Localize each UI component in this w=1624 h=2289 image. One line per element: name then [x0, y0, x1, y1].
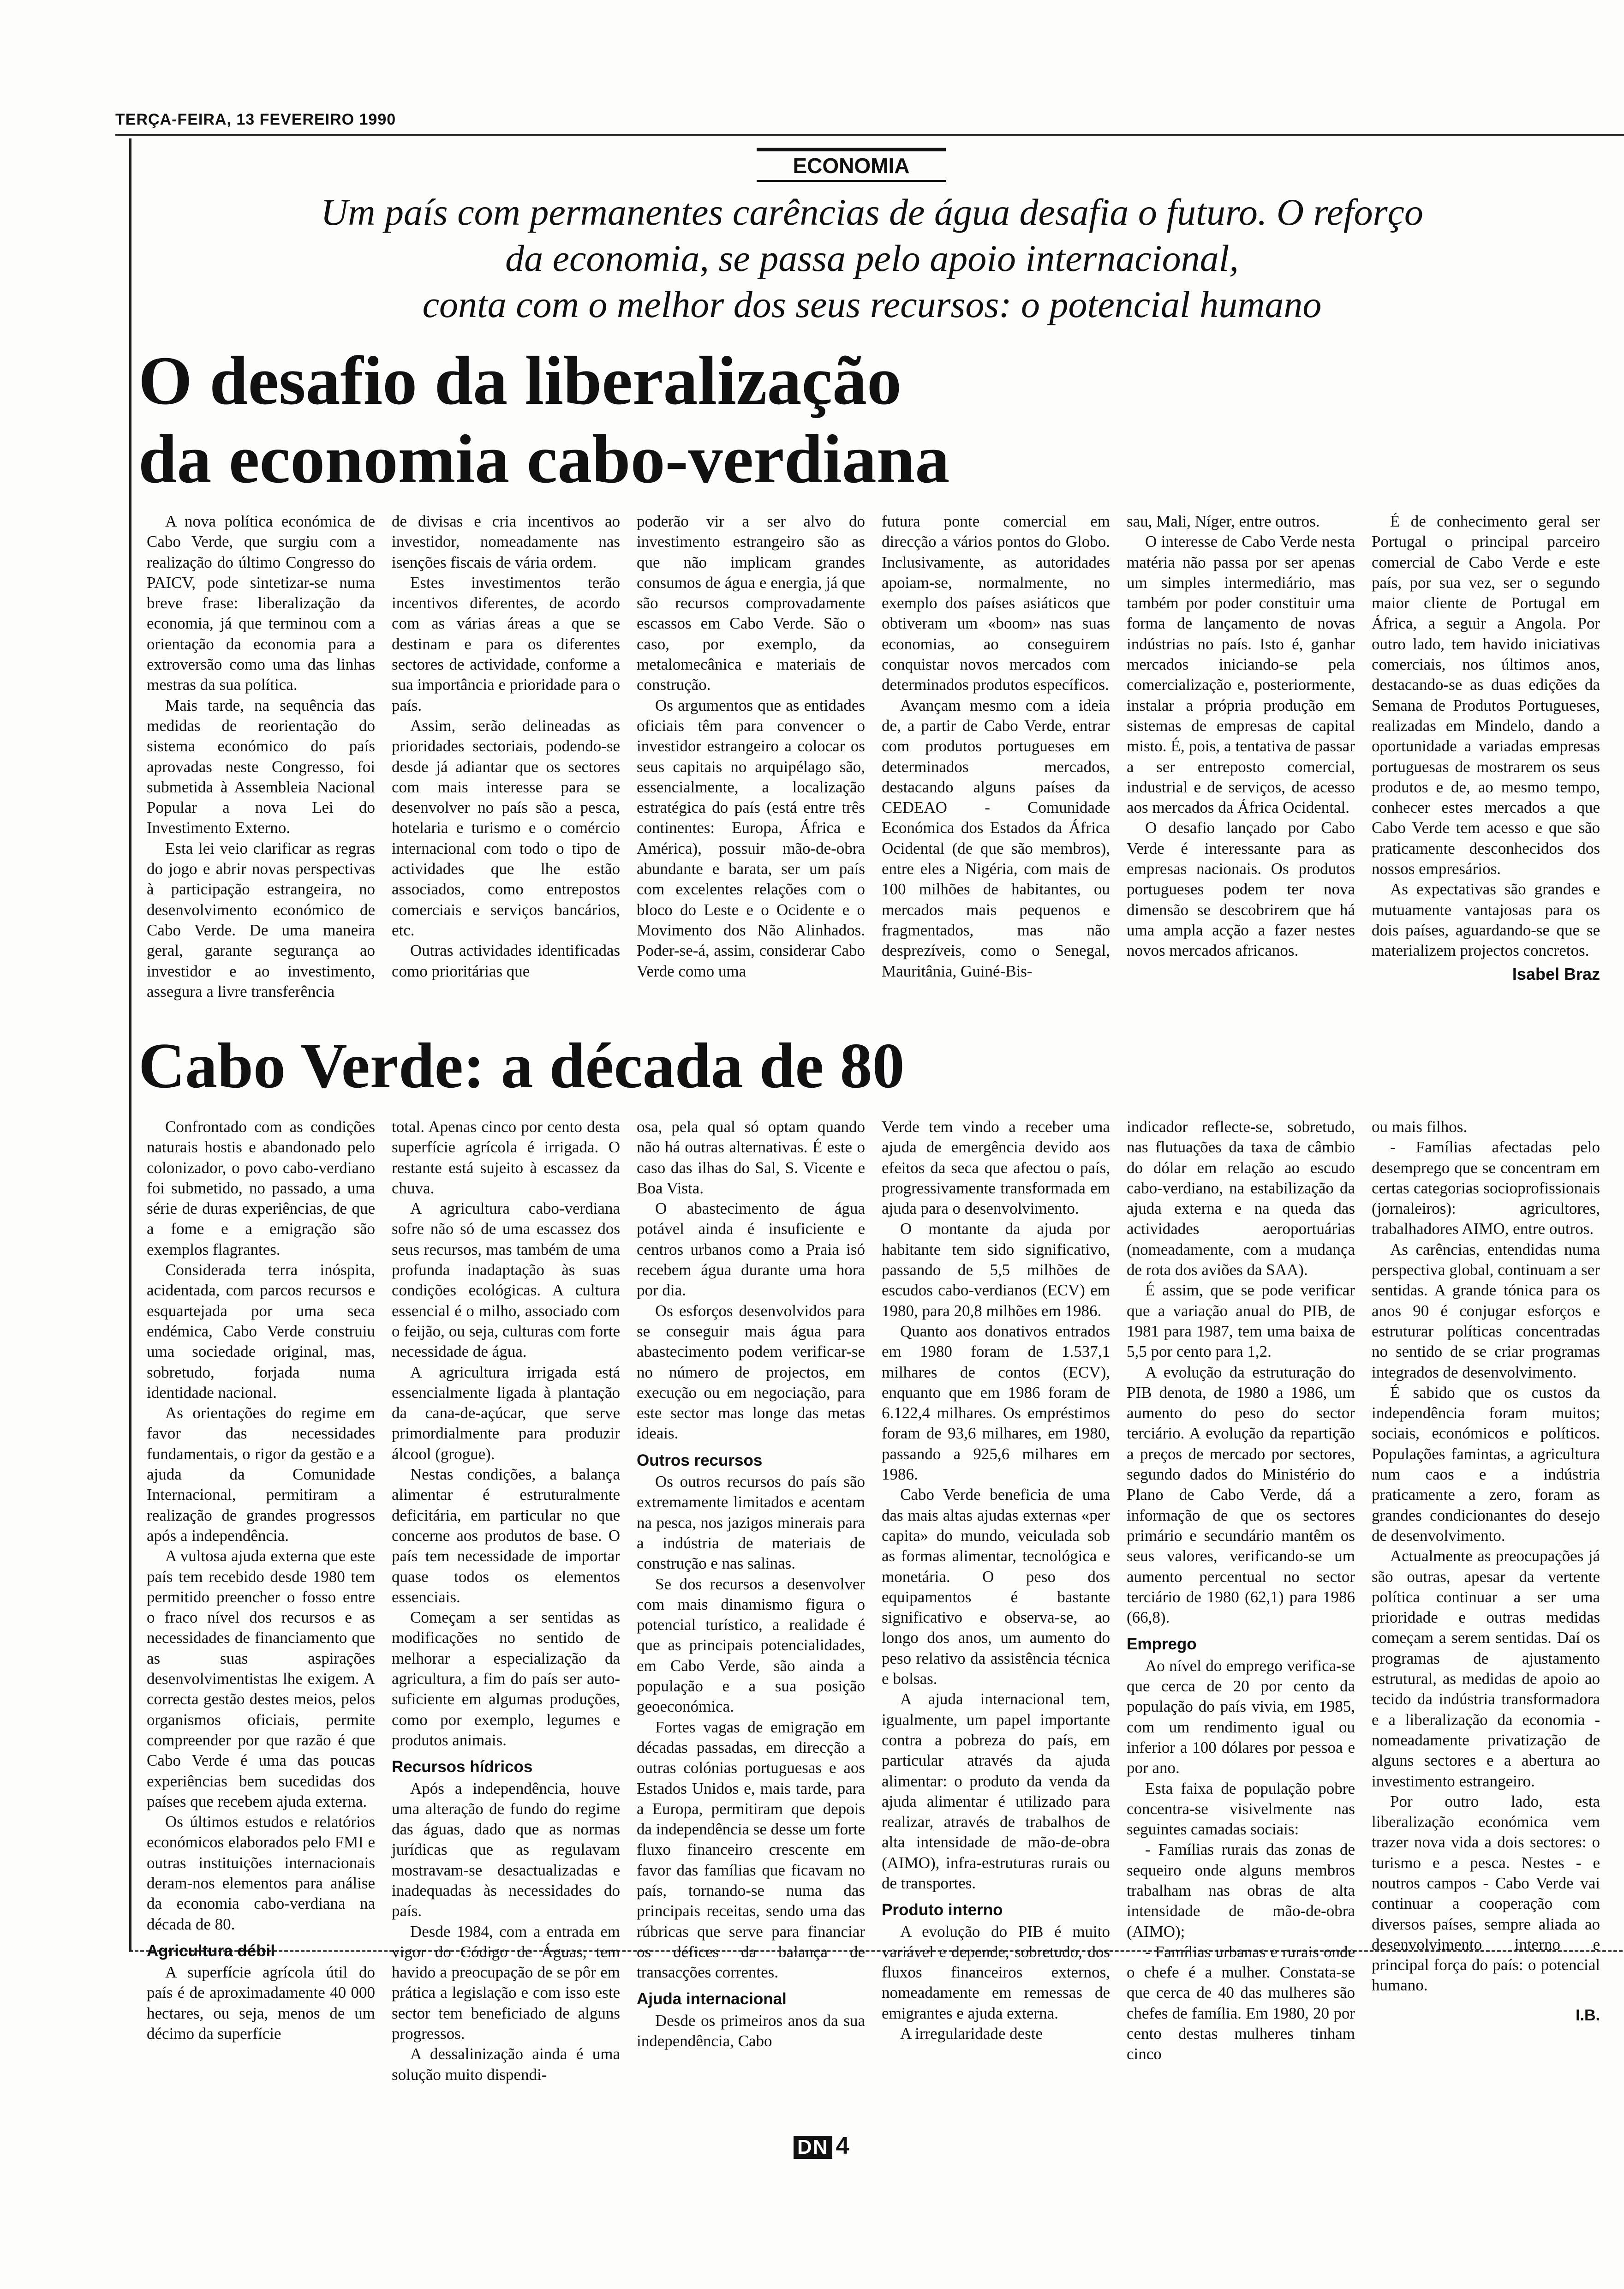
- paragraph: futura ponte comercial em direcção a vários pontos do Globo. Inclusivamente, as autoridades apoiam-se, normalmente, no exemplo dos países asiáticos que obtiveram um «boom» nas suas economias, ao conseguirem conquistar novos mercados com determinados produtos específicos.: [882, 512, 1110, 694]
- text-column: [637, 1117, 865, 2050]
- author-initials: I.B.: [1576, 2006, 1600, 2024]
- paragraph: A irregularidade deste: [900, 2025, 1043, 2043]
- paragraph: A ajuda internacional tem, igualmente, um papel importante contra a pobreza do país, em particular através da ajuda alimentar: o produto da venda da ajuda alimentar é utilizado para realizar, através de trabalhos de alta intensidade de mão-de-obra (AIMO), infra-estruturas rurais ou de transportes.: [882, 1690, 1110, 1892]
- paragraph: Fortes vagas de emigração em décadas passadas, em direcção a outras colónias portuguesas e aos Estados Unidos e, mais tarde, para a Europa, permitiram que depois da independência se desse um forte fluxo financeiro crescente em favor das famílias que ficavam no país, tornando-se numa das principais receitas, sendo uma das rúbricas que serve para financiar os défices da balança de transacções correntes.: [637, 1718, 865, 1982]
- headline-line: O desafio da liberalização: [138, 342, 902, 419]
- paragraph: Começam a ser sentidas as modificações no sentido de melhorar a especialização da agricultura, a fim do país ser auto-suficiente em algumas produções, como por exemplo, legumes e produtos animais.: [392, 1608, 620, 1749]
- text-column: [147, 1117, 375, 2043]
- paragraph: A agricultura cabo-verdiana sofre não só de uma escassez dos seus recursos, mas também de uma profunda inadaptação às suas condições ecológicas. A cultura essencial é o milho, associado com o feijão, ou seja, culturas com forte necessidade de água.: [392, 1199, 620, 1361]
- paragraph: A evolução do PIB é muito variável e depende, sobretudo, dos fluxos financeiros externos, nomeadamente em remessas de emigrantes e ajuda externa.: [882, 1922, 1110, 2022]
- paragraph: Se dos recursos a desenvolver com mais dinamismo figura o potencial turístico, a realidade é que as principais potencialidades, em Cabo Verde, são ainda a população e a sua posição geoeconómica.: [637, 1575, 865, 1716]
- section-label: ECONOMIA: [757, 148, 946, 182]
- paragraph: É assim, que se pode verificar que a variação anual do PIB, de 1981 para 1987, tem uma baixa de 5,5 por cento para 1,2.: [1127, 1281, 1355, 1361]
- subheading: Recursos hídricos: [392, 1758, 533, 1776]
- paragraph: Desde os primeiros anos da sua independência, Cabo: [637, 2011, 865, 2050]
- paragraph: Nestas condições, a balança alimentar é estruturalmente deficitária, em particular no que concerne aos produtos de base. O país tem necessidade de importar quase todos os elementos essenciais.: [392, 1465, 620, 1606]
- paragraph: A evolução da estruturação do PIB denota, de 1980 a 1986, um aumento do peso do sector terciário. A evolução da repartição a preços de mercado por sectores, segundo dados do Ministério do Plano de Cabo Verde, dá a informação de que os sectores primário e secundário mantêm os seus valores, verificando-se um aumento percentual no sector terciário de 1980 (62,1) para 1986 (66,8).: [1127, 1363, 1355, 1627]
- headline-line: da economia cabo-verdiana: [138, 421, 950, 497]
- article-2-body: [147, 1117, 1600, 2084]
- paragraph: Quanto aos donativos entrados em 1980 foram de 1.537,1 milhares de contos (ECV), enquanto que em 1986 foram de 6.122,4 milhares. Os empréstimos foram de 93,6 milhares, em 1980, passando a 925,6 milhares em 1986.: [882, 1322, 1110, 1484]
- article-1-body: [147, 511, 1600, 1019]
- paragraph: Por outro lado, esta liberalização económica vem trazer nova vida a dois sectores: o turismo e a pesca. Nestes - e noutros campos - Cabo Verde vai continuar a cooperação com diversos países, sempre aliada ao desenvolvimento interno e principal força do país: o potencial humano.: [1372, 1792, 1600, 1995]
- headline-article-1: [138, 342, 1246, 498]
- page-folio: [794, 2132, 849, 2160]
- paragraph: poderão vir a ser alvo do investimento estrangeiro são as que não implicam grandes consumos de água e energia, já que são recursos comprovadamente escassos em Cabo Verde. São o caso, por exemplo, da metalomecânica e materiais de construção.: [637, 512, 865, 694]
- paragraph: total. Apenas cinco por cento desta superfície agrícola é irrigada. O restante está sujeito à escassez da chuva.: [392, 1118, 620, 1197]
- text-column: [392, 511, 620, 1019]
- paragraph: Cabo Verde beneficia de uma das mais altas ajudas externas «per capita» do mundo, veiculada sob as formas alimentar, tecnológica e monetária. O peso dos equipamentos é bastante significativo e observa-se, ao longo dos anos, um aumento do peso relativo da assistência técnica e bolsas.: [882, 1486, 1110, 1688]
- paragraph: Os últimos estudos e relatórios económicos elaborados pelo FMI e outras instituições internacionais deram-nos elementos para análise da economia cabo-verdiana na década de 80.: [147, 1813, 375, 1933]
- text-column: [1127, 511, 1355, 1019]
- paragraph: Mais tarde, na sequência das medidas de reorientação do sistema económico do país aprovadas neste Congresso, foi submetida à Assembleia Nacional Popular a nova Lei do Investimento Externo.: [147, 696, 375, 837]
- paragraph: A vultosa ajuda externa que este país tem recebido desde 1980 tem permitido preencher o fosso entre o fraco nível dos recursos e as necessidades de financiamento que as suas aspirações desenvolvimentistas lhe exigem. A correcta gestão destes meios, pelos organismos oficiais, permite compreender por que razão é que Cabo Verde é uma das poucas experiências bem sucedidas dos países que recebem ajuda externa.: [147, 1547, 375, 1810]
- dateline: TERÇA-FEIRA, 13 FEVEREIRO 1990: [115, 111, 396, 128]
- subheading: Produto interno: [882, 1901, 1003, 1919]
- paragraph: Assim, serão delineadas as prioridades sectoriais, podendo-se desde já adiantar que os sectores com mais interesse para se desenvolver no país são a pesca, hotelaria e turismo e o comércio internacional com todo o tipo de actividades que lhe estão associados, como entrepostos comerciais e serviços bancários, etc.: [392, 716, 620, 939]
- paragraph: A agricultura irrigada está essencialmente ligada à plantação da cana-de-açúcar, que serve primordialmente para produzir álcool (grogue).: [392, 1363, 620, 1463]
- subheading: Outros recursos: [637, 1451, 763, 1469]
- paragraph: A dessalinização ainda é uma solução muito dispendi-: [392, 2045, 620, 2084]
- paragraph: Ao nível do emprego verifica-se que cerca de 20 por cento da população do país vivia, em 1985, com um rendimento igual ou inferior a 100 dólares por pessoa e por ano.: [1127, 1656, 1355, 1777]
- paragraph: Estes investimentos terão incentivos diferentes, de acordo com as várias áreas a que se destinam e para os diferentes sectores de actividade, conforme a sua importância e prioridade para o país.: [392, 573, 620, 714]
- paragraph: É de conhecimento geral ser Portugal o principal parceiro comercial de Cabo Verde e este país, por sua vez, ser o segundo maior cliente de Portugal em África, a seguir a Angola. Por outro lado, tem havido iniciativas comerciais, nos últimos anos, destacando-se as duas edições da Semana de Produtos Portugueses, realizadas em Mindelo, dando a oportunidade a variadas empresas portuguesas de mostrarem os seus produtos e de, ao mesmo tempo, conhecer estes mercados a que Cabo Verde tem acesso e que são praticamente desconhecidos dos nossos empresários.: [1372, 512, 1600, 878]
- paragraph: Esta faixa de população pobre concentra-se visivelmente nas seguintes camadas sociais:: [1127, 1779, 1355, 1839]
- top-rule: [115, 134, 1624, 136]
- text-column: [1372, 1117, 1600, 2024]
- paragraph: Actualmente as preocupações já são outras, apesar da vertente política continuar a ser uma prioridade e outras medidas começam a serem sentidas. Daí os programas de ajustamento estrutural, as medidas de apoio ao tecido da indústria transformadora e a liberalização da economia - nomeadamente privatização de alguns sectores e a abertura ao investimento estrangeiro.: [1372, 1547, 1600, 1790]
- text-column: [882, 1117, 1110, 2043]
- headline-article-2: Cabo Verde: a década de 80: [138, 1030, 905, 1102]
- paragraph: de divisas e cria incentivos ao investidor, nomeadamente nas isenções fiscais de vária ordem.: [392, 512, 620, 571]
- paragraph: O abastecimento de água potável ainda é insuficiente e centros urbanos como a Praia isó recebem água durante uma hora por dia.: [637, 1199, 865, 1300]
- paragraph: osa, pela qual só optam quando não há outras alternativas. É este o caso das ilhas do Sal, S. Vicente e Boa Vista.: [637, 1118, 865, 1197]
- paragraph: A superfície agrícola útil do país é de aproximadamente 40 000 hectares, ou seja, menos de um décimo da superfície: [147, 1963, 375, 2043]
- text-column: [1127, 1117, 1355, 2063]
- paragraph: A nova política económica de Cabo Verde, que surgiu com a realização do último Congresso do PAICV, pode sintetizar-se numa breve frase: liberalização da economia, já que terminou com a orientação da economia para a extroversão como uma das linhas mestras da sua política.: [147, 512, 375, 694]
- paragraph: É sabido que os custos da independência foram muitos; sociais, económicos e políticos. Populações famintas, a agricultura num caos e a indústria praticamente a zero, foram as grandes condicionantes do desejo de desenvolvimento.: [1372, 1383, 1600, 1545]
- paragraph: Os esforços desenvolvidos para se conseguir mais água para abastecimento podem verificar-se no número de projectos, em execução ou em negociação, para este sector mas longe das metas ideais.: [637, 1301, 865, 1443]
- paragraph: As orientações do regime em favor das necessidades fundamentais, o rigor da gestão e a ajuda da Comunidade Internacional, permitiram a realização de grandes progressos após a independência.: [147, 1404, 375, 1545]
- paragraph: Os argumentos que as entidades oficiais têm para convencer o investidor estrangeiro a colocar os seus capitais no arquipélago são, essencialmente, a localização estratégica do país (está entre três continentes: Europa, África e América), possuir mão-de-obra abundante e barata, ser um país com excelentes relações com o bloco do Leste e o Ocidente e o Movimento dos Não Alinhados. Poder-se-á, assim, considerar Cabo Verde como uma: [637, 696, 865, 980]
- paragraph: O desafio lançado por Cabo Verde é interessante para as empresas nacionais. Os produtos portugueses podem ter nova dimensão se descobrirem que há uma ampla acção a fazer nestes novos mercados africanos.: [1127, 819, 1355, 960]
- page-number: 4: [836, 2133, 849, 2159]
- newspaper-logo: DN: [794, 2136, 832, 2159]
- paragraph: ou mais filhos.: [1372, 1118, 1468, 1136]
- deck: [203, 189, 1541, 328]
- text-column: [392, 1117, 620, 2084]
- paragraph: O montante da ajuda por habitante tem sido significativo, passando de 5,5 milhões de escudos cabo-verdianos (ECV) em 1980, para 20,8 milhões em 1986.: [882, 1220, 1110, 1320]
- paragraph: Os outros recursos do país são extremamente limitados e acentam na pesca, nos jazigos minerais para a indústria de materiais de construção e nas salinas.: [637, 1473, 865, 1573]
- subheading: Agricultura débil: [147, 1941, 275, 1960]
- paragraph: Após a independência, houve uma alteração de fundo do regime das águas, dado que as normas jurídicas que as regulavam mostravam-se desactualizadas e inadequadas às necessidades do país.: [392, 1779, 620, 1920]
- paragraph: Outras actividades identificadas como prioritárias que: [392, 941, 620, 980]
- paragraph: Avançam mesmo com a ideia de, a partir de Cabo Verde, entrar com produtos portugueses em determinados mercados, destacando alguns países da CEDEAO - Comunidade Económica dos Estados da África Ocidental (de que são membros), entre eles a Nigéria, com mais de 100 milhões de habitantes, ou mercados mais pequenos e fragmentados, mas não desprezíveis, como o Senegal, Mauritânia, Guiné-Bis-: [882, 696, 1110, 980]
- deck-line: Um país com permanentes carências de água desafia o futuro. O reforço: [321, 191, 1423, 233]
- paragraph: - Famílias rurais das zonas de sequeiro onde alguns membros trabalham nas obras de alta intensidade de mão-de-obra (AIMO);: [1127, 1840, 1355, 1941]
- subheading: Emprego: [1127, 1635, 1197, 1654]
- text-column: [637, 511, 865, 1019]
- text-column: [147, 511, 375, 1019]
- deck-line: conta com o melhor dos seus recursos: o potencial humano: [422, 283, 1322, 325]
- text-column: [882, 511, 1110, 1019]
- paragraph: - Famílias urbanas e rurais onde o chefe é a mulher. Constata-se que cerca de 40 das mulheres são chefes de família. Em 1980, 20 por cento destas mulheres tinham cinco: [1127, 1942, 1355, 2063]
- subheading: Ajuda internacional: [637, 1990, 787, 2008]
- paragraph: Confrontado com as condições naturais hostis e abandonado pelo colonizador, o povo cabo-verdiano foi submetido, no passado, a uma série de duras experiências, de que a fome e a emigração são exemplos flagrantes.: [147, 1118, 375, 1258]
- paragraph: As expectativas são grandes e mutuamente vantajosas para os dois países, aguardando-se que se materializem projectos concretos.: [1372, 880, 1600, 960]
- paragraph: O interesse de Cabo Verde nesta matéria não passa por ser apenas um simples intermediário, mas também por poder constituir uma forma de lançamento de novas indústrias no país. Isto é, ganhar mercados iniciando-se pela comercialização e, posteriormente, instalar a própria produção em sistemas de empresas de capital misto. É, pois, a tentativa de passar a ser entreposto comercial, industrial e de serviços, de acesso aos mercados da África Ocidental.: [1127, 533, 1355, 817]
- paragraph: Esta lei veio clarificar as regras do jogo e abrir novas perspectivas à participação estrangeira, no desenvolvimento económico de Cabo Verde. De uma maneira geral, garante segurança ao investidor e ao investimento, assegura a livre transferência: [147, 839, 375, 1001]
- paragraph: As carências, entendidas numa perspectiva global, continuam a ser sentidas. A grande tónica para os anos 90 é conjugar esforços e estruturar políticas concentradas no sentido de se criar programas integrados de desenvolvimento.: [1372, 1240, 1600, 1381]
- paragraph: Desde 1984, com a entrada em vigor do Código de Águas, tem havido a preocupação de se pôr em prática a legislação e com isso este sector tem beneficiado de alguns progressos.: [392, 1922, 620, 2043]
- paragraph: indicador reflecte-se, sobretudo, nas flutuações da taxa de câmbio do dólar em relação ao escudo cabo-verdiano, na estabilização da ajuda externa e na queda das actividades aeroportuárias (nomeadamente, com a mudança de rota dos aviões da SAA).: [1127, 1118, 1355, 1279]
- byline: Isabel Braz: [1512, 964, 1600, 983]
- paragraph: Considerada terra inóspita, acidentada, com parcos recursos e esquartejada por uma seca endémica, Cabo Verde construiu uma sociedade original, mas, sobretudo, forjada numa identidade nacional.: [147, 1261, 375, 1402]
- paragraph: sau, Mali, Níger, entre outros.: [1127, 512, 1320, 530]
- deck-line: da economia, se passa pelo apoio internacional,: [505, 237, 1239, 279]
- paragraph: Verde tem vindo a receber uma ajuda de emergência devido aos efeitos da seca que afectou o país, progressivamente transformada em ajuda para o desenvolvimento.: [882, 1118, 1110, 1218]
- text-column: [1372, 511, 1600, 1019]
- paragraph: - Famílias afectadas pelo desemprego que se concentram em certas categorias socioprofissionais (jornaleiros): agricultores, trabalhadores AIMO, entre outros.: [1372, 1138, 1600, 1238]
